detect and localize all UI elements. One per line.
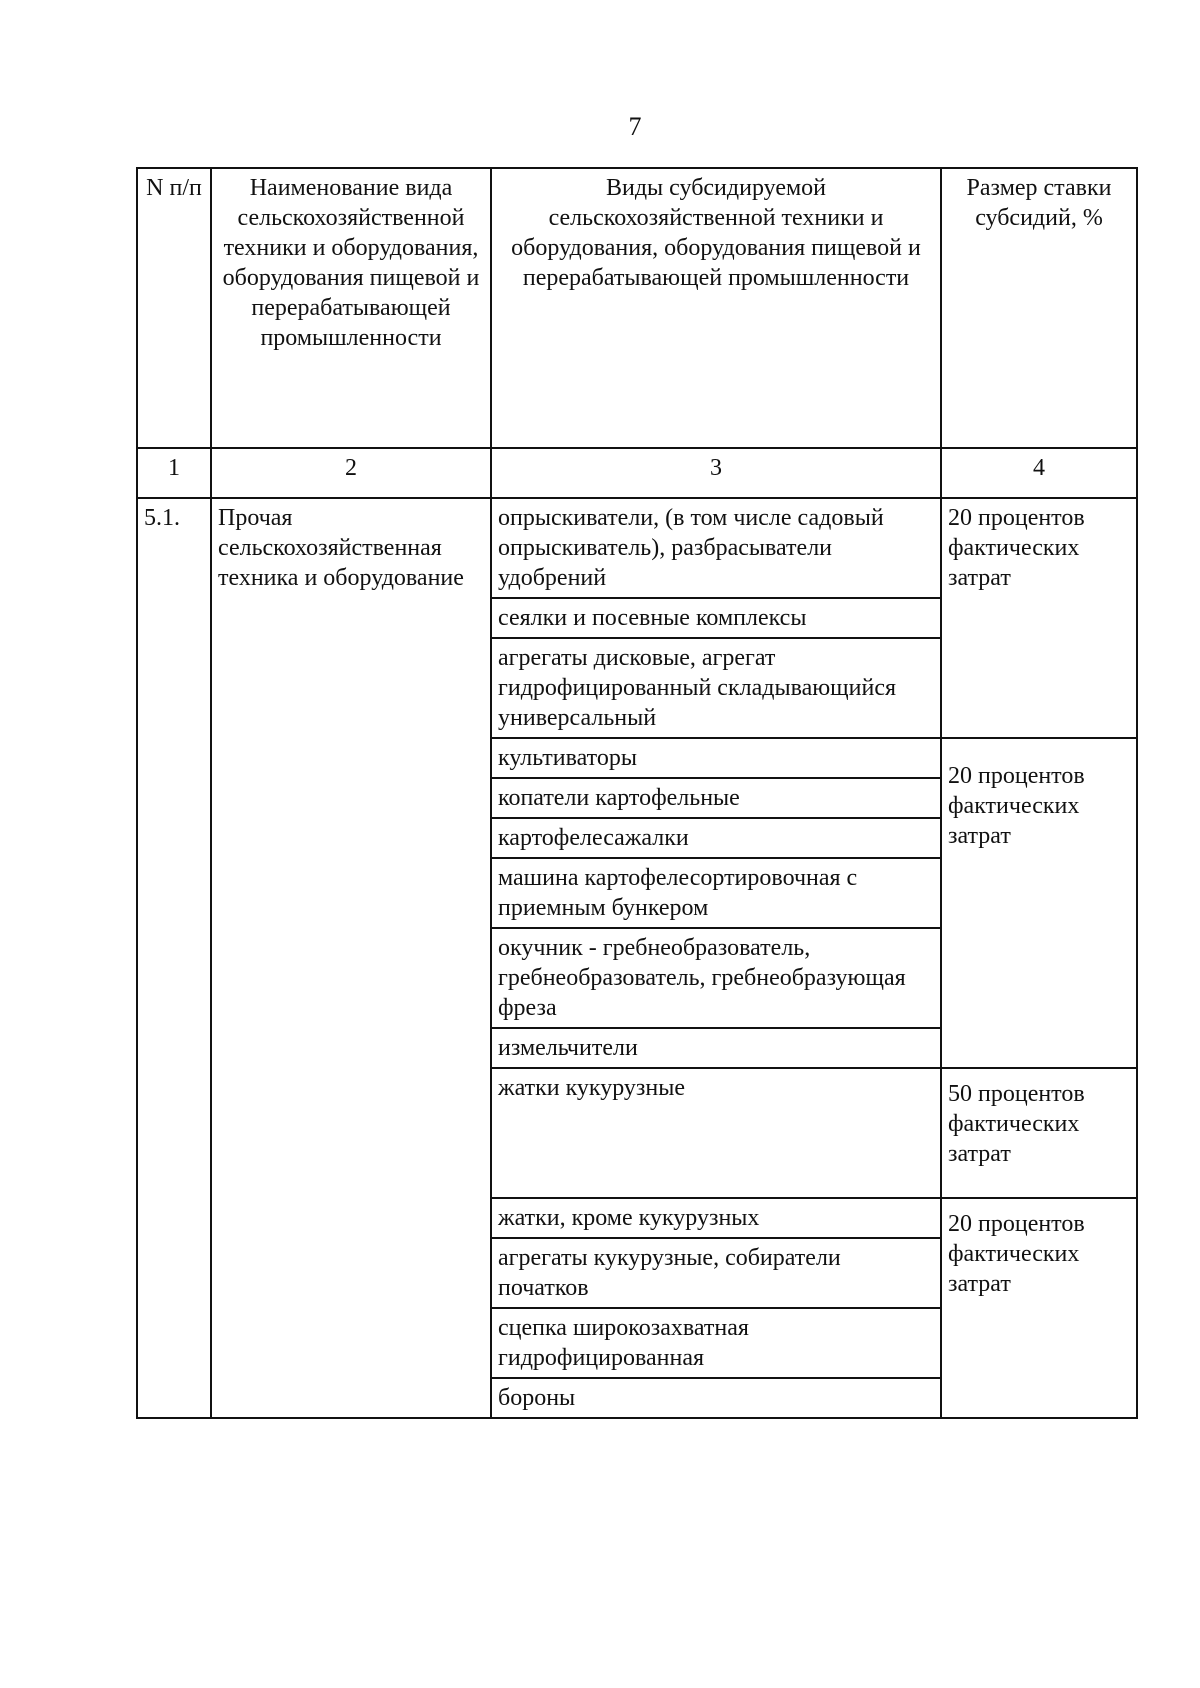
column-number-1: 1 <box>137 448 211 498</box>
rate-cell: 20 процентов фактических затрат <box>941 738 1137 1068</box>
subsidy-table <box>136 167 1138 1419</box>
kind-item: агрегаты дисковые, агрегат гидрофицированный складывающийся универсальный <box>491 638 941 738</box>
header-subsidized-kinds: Виды субсидируемой сельскохозяйственной техники и оборудования, оборудования пищевой и перерабатывающей промышленности <box>491 168 941 448</box>
kind-item: опрыскиватели, (в том числе садовый опрыскиватель), разбрасыватели удобрений <box>491 498 941 598</box>
kind-item: бороны <box>491 1378 941 1418</box>
kind-item: культиваторы <box>491 738 941 778</box>
column-number-4: 4 <box>941 448 1137 498</box>
kind-item: сеялки и посевные комплексы <box>491 598 941 638</box>
kind-item: агрегаты кукурузные, собиратели початков <box>491 1238 941 1308</box>
rate-cell: 20 процентов фактических затрат <box>941 498 1137 738</box>
column-number-row <box>137 448 1137 498</box>
kind-item: машина картофелесортировочная с приемным бункером <box>491 858 941 928</box>
kind-item: картофелесажалки <box>491 818 941 858</box>
kind-item: окучник - гребнеобразователь, гребнеобразователь, гребнеобразующая фреза <box>491 928 941 1028</box>
row-equipment-name: Прочая сельскохозяйственная техника и оборудование <box>211 498 491 1418</box>
header-row <box>137 168 1137 448</box>
header-number: N п/п <box>137 168 211 448</box>
kind-item: измельчители <box>491 1028 941 1068</box>
column-number-3: 3 <box>491 448 941 498</box>
row-position: 5.1. <box>137 498 211 1418</box>
kind-item: жатки, кроме кукурузных <box>491 1198 941 1238</box>
column-number-2: 2 <box>211 448 491 498</box>
rate-cell: 50 процентов фактических затрат <box>941 1068 1137 1198</box>
header-equipment-type: Наименование вида сельскохозяйственной техники и оборудования, оборудования пищевой и перерабатывающей промышленности <box>211 168 491 448</box>
rate-cell: 20 процентов фактических затрат <box>941 1198 1137 1418</box>
kind-item: жатки кукурузные <box>491 1068 941 1198</box>
header-subsidy-rate: Размер ставки субсидий, % <box>941 168 1137 448</box>
page-number: 7 <box>628 112 642 141</box>
kind-item: копатели картофельные <box>491 778 941 818</box>
table-row <box>137 498 1137 598</box>
kind-item: сцепка широкозахватная гидрофицированная <box>491 1308 941 1378</box>
